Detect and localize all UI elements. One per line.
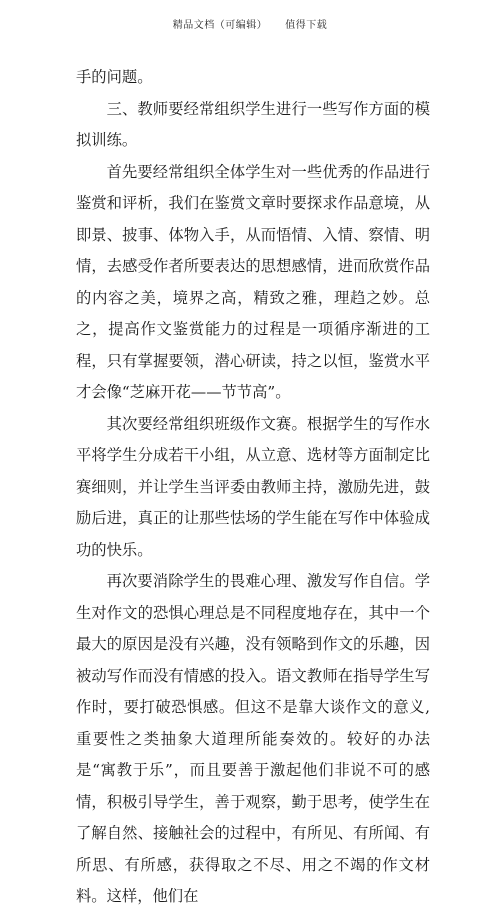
paragraph-continuation: 手的问题。 bbox=[76, 68, 153, 86]
section-heading-three: 三、教师要经常组织学生进行一些写作方面的模拟训练。 bbox=[76, 99, 430, 149]
document-body bbox=[76, 62, 430, 913]
header-right-text: 值得下载 bbox=[285, 20, 328, 31]
paragraph-confidence: 再次要消除学生的畏难心理、激发写作自信。学生对作文的恐惧心理总是不同程度地存在，其中一个最大的原因是没有兴趣，没有领略到作文的乐趣，因被动写作而没有情感的投入。语文教师在指导学生写作时，要打破恐惧感。但这不是靠大谈作文的意义,重要性之类抽象大道理所能奏效的。较好的办法是“寓教于乐”，而且要善于激起他们非说不可的感情，积极引导学生，善于观察，勤于思考，使学生在了解自然、接触社会的过程中，有所见、有所闻、有所思、有所感，获得取之不尽、用之不竭的作文材料。这样，他们在 bbox=[76, 572, 430, 905]
header-left-text: 精品文档（可编辑） bbox=[172, 20, 268, 31]
paragraph-appreciation: 首先要经常组织全体学生对一些优秀的作品进行鉴赏和评析，我们在鉴赏文章时要探求作品意境，从即景、披事、体物入手，从而悟情、入情、察情、明情，去感受作者所要表达的思想感情，进而欣赏作品的内容之美，境界之高，精致之雅，理趋之妙。总之，提高作文鉴赏能力的过程是一项循序渐进的工程，只有掌握要领，潜心研读，持之以恒，鉴赏水平才会像“芝麻开花——节节高”。 bbox=[76, 162, 430, 401]
paragraph-composition-contest: 其次要经常组织班级作文赛。根据学生的写作水平将学生分成若干小组，从立意、选材等方面制定比赛细则，并让学生当评委由教师主持，激励先进，鼓励后进，真正的让那些怯场的学生能在写作中体验成功的快乐。 bbox=[76, 414, 430, 559]
page-header bbox=[0, 16, 500, 31]
